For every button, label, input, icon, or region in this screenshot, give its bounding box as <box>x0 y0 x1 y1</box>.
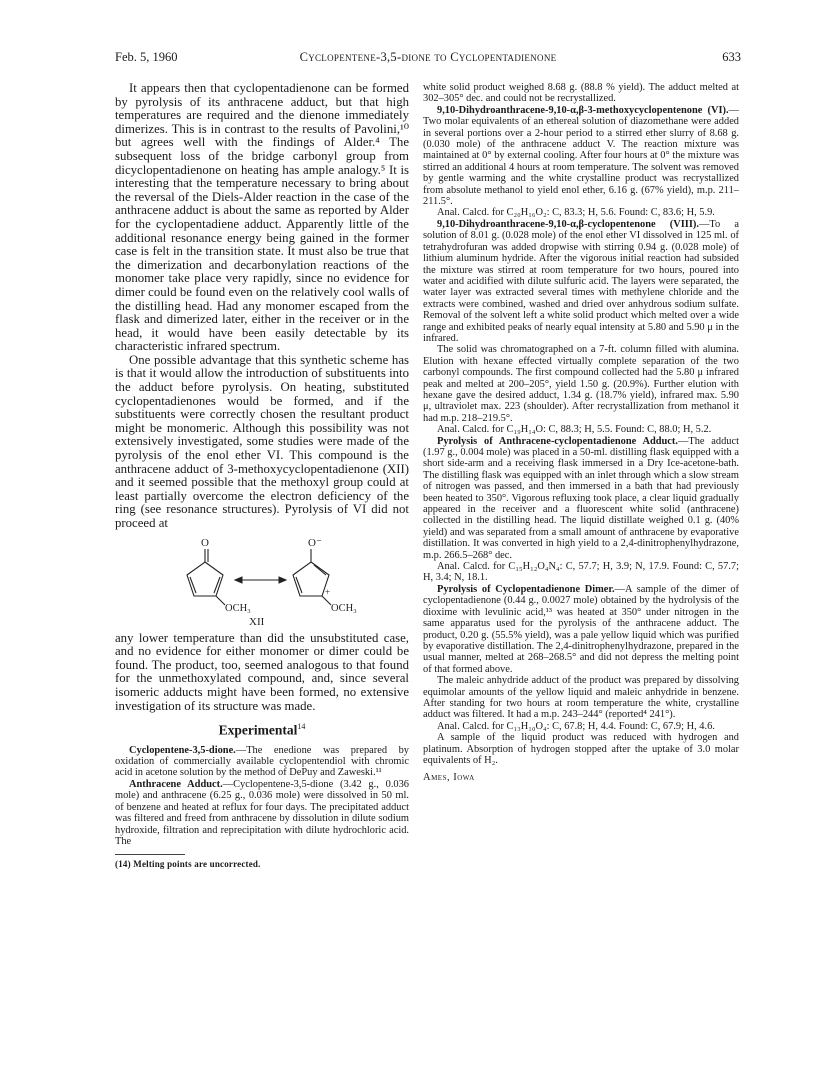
oxygen-label-left: O <box>201 536 209 549</box>
entry-text: —Cyclopentene-3,5-dione (3.42 g., 0.036 mole) and anthracene (6.25 g., 0.036 mole) were dissolved in 50 ml. of benzene and heated at reflux for four days. The precipitated adduct was filtered and freed from anthracene by dissolution in dilute sodium hydroxide, filtration and reprecipitation with dilute hydrochloric acid. The <box>115 778 410 847</box>
body-paragraph-2: One possible advantage that this synthetic scheme has is that it would allow the introduction of substituents into the adduct before pyrolysis. On heating, substituted cyclopentadienones would be formed, and if the substituents were correctly chosen the resultant product might be monomeric. Although this possibility was not extensively investigated, some studies were made of the pyrolysis of the enol ether VI. This compound is the anthracene adduct of 3-methoxycyclopentadienone (XII) and it seemed possible that the methoxyl group could at least partially overcome the electron deficiency of the ring (see resonance structures). Pyrolysis of VI did not proceed at <box>115 352 409 530</box>
body-paragraph-3: any lower temperature than did the unsubstituted case, and no evidence for either monomer or dimer could be found. The product, too, seemed analogous to that found for the unmethoxylated compound, and, since several isomeric adducts might have been formed, no extensive investigation of its structure was made. <box>115 630 409 713</box>
entry-text: —Two molar equivalents of an ethereal solution of diazomethane were added in several portions over a 2-hour period to a stirred ether slurry of 8.68 g. (0.030 mole) of the anthracene adduct V. The reaction mixture was maintained at 0° by external cooling. After four hours at 0° the mixture was stirred an additional 4 hours at room temperature. The solvent was removed by gentle warming and the white crystalline product was recrystallized from absolute methanol to yield enol ether, 6.16 g. (67% yield), m.p. 211–211.5°. <box>423 104 739 208</box>
right-column <box>423 82 739 783</box>
experimental-paragraph-5: The solid was chromatographed on a 7-ft. column filled with alumina. Elution with hexane effected virtually complete separation of the two carbonyl compounds. The first compound collected had the 5.80 μ infrared peak and melted at 200–205°, yield 1.50 g. (20.9%). Further elution with hexane gave the desired adduct, 1.34 g. (18.7% yield), infrared max. 5.90 μ, ultraviolet max. 223 (shoulder). After recrystallization from methanol it had m.p. 218–219.5°. <box>423 344 739 424</box>
entry-text: —A sample of the dimer of cyclopentadienone (0.44 g., 0.0027 mole) obtained by the hydrolysis of the dioxime with levulinic acid,¹³ was heated at 350° under nitrogen in the same apparatus used for the pyrolysis of the anthracene adduct. The product, 0.20 g. (55.5% yield), was a pale yellow liquid which was purified by evaporative distillation. The 2,4-dinitrophenylhydrazone, prepared in the usual manner, melted at 268–268.5° and did not depress the melting point of that formed above. <box>423 583 739 675</box>
cyclopentadienone-ring-left <box>187 549 225 605</box>
header-title: Cyclopentene-3,5-dione to Cyclopentadienone <box>299 50 557 64</box>
oxide-label-right: O⁻ <box>308 536 322 549</box>
running-header <box>115 50 741 68</box>
entry-title: Pyrolysis of Anthracene-cyclopentadienone Adduct. <box>437 435 678 447</box>
footnote: (14) Melting points are uncorrected. <box>115 859 261 870</box>
methoxy-label-right: OCH₃ <box>331 602 357 614</box>
experimental-title: Experimental <box>218 722 298 738</box>
experimental-paragraph-2 <box>115 779 409 847</box>
body-paragraph-1: It appears then that cyclopentadienone can be formed by pyrolysis of its anthracene adduct, but that high temperatures are required and the dienone immediately dimerizes. This is in contrast to the results of Pavolini,¹⁰ but agrees well with the findings of Alder.⁴ The subsequent loss of the bridge carbonyl group from dicyclopentadienone on heating has ample analogy.⁵ It is interesting that the temperature necessary to bring about the reversal of the Diels-Alder reaction in the case of the anthracene adduct is about the same as reported by Alder for the cyclopentadiene adduct. Apparently little of the additional resonance energy being gained in the former case is felt in the transition state. It must also be true that the dimerization and decarbonylation reactions of the monomer take place very rapidly, since no evidence for dimer could be found even on the relatively cool walls of the distilling head. Had any monomer escaped from the flask and dimerized later, either in the receiver or in the head, it would have been easily detectable by its characteristic infrared spectrum. <box>115 81 409 354</box>
experimental-paragraph-3 <box>423 105 739 208</box>
header-date: Feb. 5, 1960 <box>115 50 178 64</box>
experimental-paragraph-7 <box>423 584 739 675</box>
experimental-paragraph-8: The maleic anhydride adduct of the product was prepared by dissolving equimolar amounts of the yellow liquid and maleic anhydride in benzene. After standing for two hours at room temperature the white, crystalline adduct was filtered. It had a m.p. 243–244° (reported⁴ 241°). <box>423 675 739 721</box>
entry-text: —The enedione was prepared by oxidation of commercially available cyclopentendiol with chromic acid in acetone solution by the method of DePuy and Zaweski.¹¹ <box>115 744 409 779</box>
author-location: Ames, Iowa <box>423 772 475 784</box>
plus-charge-label: + <box>325 586 331 597</box>
entry-text: —To a solution of 8.01 g. (0.028 mole) of the enol ether VI dissolved in 125 ml. of tetrahydrofuran was added dropwise with stirring 0.94 g. (0.028 mole) of lithium aluminum hydride. After the vigorous initial reaction had subsided the mixture was stirred at room temperature for two hours, poured into water and acidified with dilute sulfuric acid. The layers were separated, the water layer was extracted several times with methylene chloride and the extracts were combined, washed and dried over anhydrous sodium sulfate. Removal of the solvent left a white solid product which melted over a wide range and exhibited peaks of nearly equal intensity at 5.80 and 5.90 μ in the infrared. <box>423 218 739 344</box>
analysis-line: Anal. Calcd. for C₁₃H₁₀O₄: C, 67.8; H, 4.4. Found: C, 67.9; H, 4.6. <box>437 720 715 732</box>
analysis-line: Anal. Calcd. for C₁₉H₁₄O: C, 88.3; H, 5.5. Found: C, 88.0; H, 5.2. <box>437 424 712 436</box>
page-number: 633 <box>722 50 741 64</box>
experimental-paragraph-4 <box>423 219 739 344</box>
entry-title: Cyclopentene-3,5-dione. <box>129 744 236 756</box>
resonance-arrow <box>235 577 286 583</box>
experimental-heading <box>115 722 409 739</box>
methoxy-label-left: OCH₃ <box>225 602 251 614</box>
footnote-rule <box>115 854 185 855</box>
experimental-footnote-mark: 14 <box>297 722 306 732</box>
analysis-line: Anal. Calcd. for C₂₀H₁₆O₂: C, 83.3; H, 5.6. Found: C, 83.6; H, 5.9. <box>437 207 715 219</box>
analysis-line: Anal. Calcd. for C₁₅H₁₂O₄N₄: C, 57.7; H, 3.9; N, 17.9. Found: C, 57.7; H, 3.4; N, 18.1. <box>423 561 739 584</box>
left-column <box>115 82 409 869</box>
experimental-paragraph-cont: white solid product weighed 8.68 g. (88.8 % yield). The adduct melted at 302–305° dec. and could not be recrystallized. <box>423 82 739 105</box>
experimental-paragraph-1 <box>115 745 409 779</box>
entry-title: Pyrolysis of Cyclopentadienone Dimer. <box>437 583 615 595</box>
entry-title: Anthracene Adduct. <box>129 778 223 790</box>
experimental-paragraph-6 <box>423 436 739 561</box>
entry-title: 9,10-Dihydroanthracene-9,10-α,β-cyclopentenone (VIII). <box>437 218 699 230</box>
compound-label: XII <box>249 615 265 628</box>
experimental-paragraph-9: A sample of the liquid product was reduced with hydrogen and platinum. Absorption of hydrogen stopped after the uptake of 3.0 molar equivalents of H₂. <box>423 732 739 766</box>
entry-title: 9,10-Dihydroanthracene-9,10-α,β-3-methoxycyclopentenone (VI). <box>437 104 729 116</box>
resonance-structures-svg <box>115 535 409 630</box>
resonance-structures-figure <box>115 535 409 630</box>
entry-text: —The adduct (1.97 g., 0.004 mole) was placed in a 50-ml. distilling flask equipped with a short side-arm and a receiving flask immersed in a Dry Ice-acetone-bath. The distilling flask was equipped with an inlet through which a slow stream of nitrogen was passed, and then immersed in a bath that had previously been heated to 350°. Vigorous refluxing took place, a clear liquid gradually appeared in the receiver and a fluorescent white solid (anthracene) collected in the distilling head. The liquid distillate weighed 0.1 g. (40% yield) and was separated from a small amount of anthracene by evaporative distillation. It was converted in high yield to a 2,4-dinitrophenylhydrazone, m.p. 266.5–268° dec. <box>423 435 739 561</box>
